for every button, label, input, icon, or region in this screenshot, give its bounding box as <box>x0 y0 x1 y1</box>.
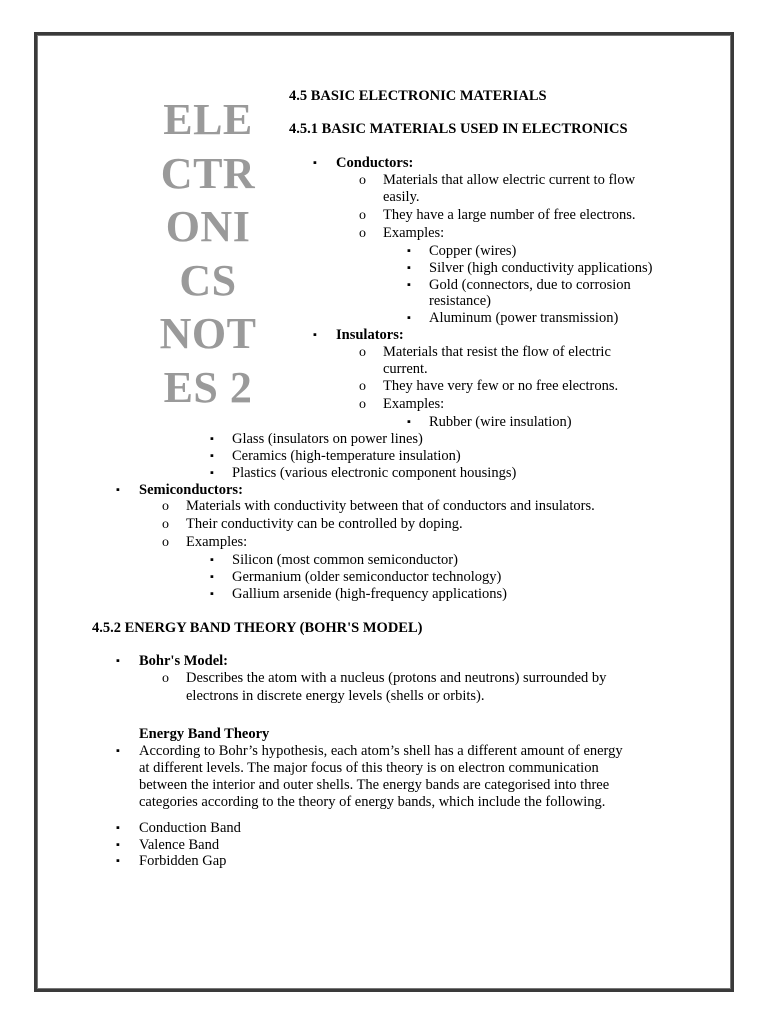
conductors-point: easily. <box>383 189 420 205</box>
square-bullet-icon: ▪ <box>116 745 120 757</box>
square-bullet-icon: ▪ <box>407 416 411 428</box>
conductors-point: Materials that allow electric current to flow <box>383 172 636 188</box>
conductors-example: resistance) <box>429 293 491 309</box>
section-heading-4-5: 4.5 BASIC ELECTRONIC MATERIALS <box>289 88 547 104</box>
semiconductors-point: Their conductivity can be controlled by doping. <box>186 516 463 532</box>
insulators-point: current. <box>383 361 428 377</box>
circle-bullet-icon: o <box>359 397 366 412</box>
square-bullet-icon: ▪ <box>210 450 214 462</box>
circle-bullet-icon: o <box>162 517 169 532</box>
conductors-point: Examples: <box>383 225 445 241</box>
energy-band-paragraph: between the interior and outer shells. The energy bands are categorised into three <box>139 777 610 793</box>
insulators-heading: Insulators: <box>336 327 404 343</box>
energy-band-paragraph: According to Bohr’s hypothesis, each atom’s shell has a different amount of energy <box>139 743 623 759</box>
circle-bullet-icon: o <box>359 226 366 241</box>
energy-band-paragraph: at different levels. The major focus of this theory is on electron communication <box>139 760 599 776</box>
section-heading-4-5-2: 4.5.2 ENERGY BAND THEORY (BOHR'S MODEL) <box>92 620 423 636</box>
circle-bullet-icon: o <box>359 379 366 394</box>
square-bullet-icon: ▪ <box>407 245 411 257</box>
square-bullet-icon: ▪ <box>116 655 120 667</box>
side-title-line: CTR <box>160 148 256 198</box>
section-heading-4-5-1: 4.5.1 BASIC MATERIALS USED IN ELECTRONICS <box>289 121 628 137</box>
semiconductors-example: Gallium arsenide (high-frequency applications) <box>232 586 507 602</box>
square-bullet-icon: ▪ <box>313 157 317 169</box>
semiconductors-example: Silicon (most common semiconductor) <box>232 552 458 568</box>
square-bullet-icon: ▪ <box>210 467 214 479</box>
insulators-example: Ceramics (high-temperature insulation) <box>232 448 461 464</box>
side-title <box>148 93 268 414</box>
band-list-item: Valence Band <box>139 837 220 853</box>
band-list-item: Conduction Band <box>139 820 241 836</box>
conductors-example: Silver (high conductivity applications) <box>429 260 653 276</box>
side-title-line: ONI <box>165 202 251 251</box>
bohr-model-description: electrons in discrete energy levels (shells or orbits). <box>186 688 485 704</box>
circle-bullet-icon: o <box>162 535 169 550</box>
square-bullet-icon: ▪ <box>407 279 411 291</box>
bohr-model-description: Describes the atom with a nucleus (protons and neutrons) surrounded by <box>186 670 607 686</box>
square-bullet-icon: ▪ <box>210 554 214 566</box>
side-title-line: NOT <box>159 309 257 358</box>
energy-band-heading: Energy Band Theory <box>139 726 270 742</box>
circle-bullet-icon: o <box>359 208 366 223</box>
band-list-item: Forbidden Gap <box>139 853 227 869</box>
bohr-model-heading: Bohr's Model: <box>139 653 229 669</box>
insulators-point: Materials that resist the flow of electric <box>383 344 611 360</box>
square-bullet-icon: ▪ <box>116 822 120 834</box>
square-bullet-icon: ▪ <box>116 484 120 496</box>
insulators-point: They have very few or no free electrons. <box>383 378 619 394</box>
semiconductors-point: Materials with conductivity between that of conductors and insulators. <box>186 498 595 514</box>
energy-band-paragraph: categories according to the theory of energy bands, which include the following. <box>139 794 606 810</box>
insulators-example: Plastics (various electronic component housings) <box>232 465 517 481</box>
conductors-example: Aluminum (power transmission) <box>429 310 619 326</box>
square-bullet-icon: ▪ <box>116 839 120 851</box>
circle-bullet-icon: o <box>359 345 366 360</box>
semiconductors-example: Germanium (older semiconductor technology) <box>232 569 502 585</box>
square-bullet-icon: ▪ <box>210 571 214 583</box>
semiconductors-heading: Semiconductors: <box>139 482 243 498</box>
square-bullet-icon: ▪ <box>116 855 120 867</box>
insulators-example: Glass (insulators on power lines) <box>232 431 423 447</box>
square-bullet-icon: ▪ <box>313 329 317 341</box>
insulators-point: Examples: <box>383 396 445 412</box>
circle-bullet-icon: o <box>359 173 366 188</box>
side-title-line: ELE <box>163 95 253 144</box>
circle-bullet-icon: o <box>162 671 169 686</box>
side-title-line: CS <box>179 255 237 305</box>
conductors-point: They have a large number of free electrons. <box>383 207 636 223</box>
square-bullet-icon: ▪ <box>407 312 411 324</box>
square-bullet-icon: ▪ <box>210 433 214 445</box>
conductors-example: Copper (wires) <box>429 243 517 259</box>
conductors-heading: Conductors: <box>336 155 414 171</box>
semiconductors-point: Examples: <box>186 534 248 550</box>
square-bullet-icon: ▪ <box>210 588 214 600</box>
circle-bullet-icon: o <box>162 499 169 514</box>
square-bullet-icon: ▪ <box>407 262 411 274</box>
insulators-example: Rubber (wire insulation) <box>429 414 572 430</box>
conductors-example: Gold (connectors, due to corrosion <box>429 277 631 293</box>
side-title-line: ES 2 <box>163 362 253 412</box>
